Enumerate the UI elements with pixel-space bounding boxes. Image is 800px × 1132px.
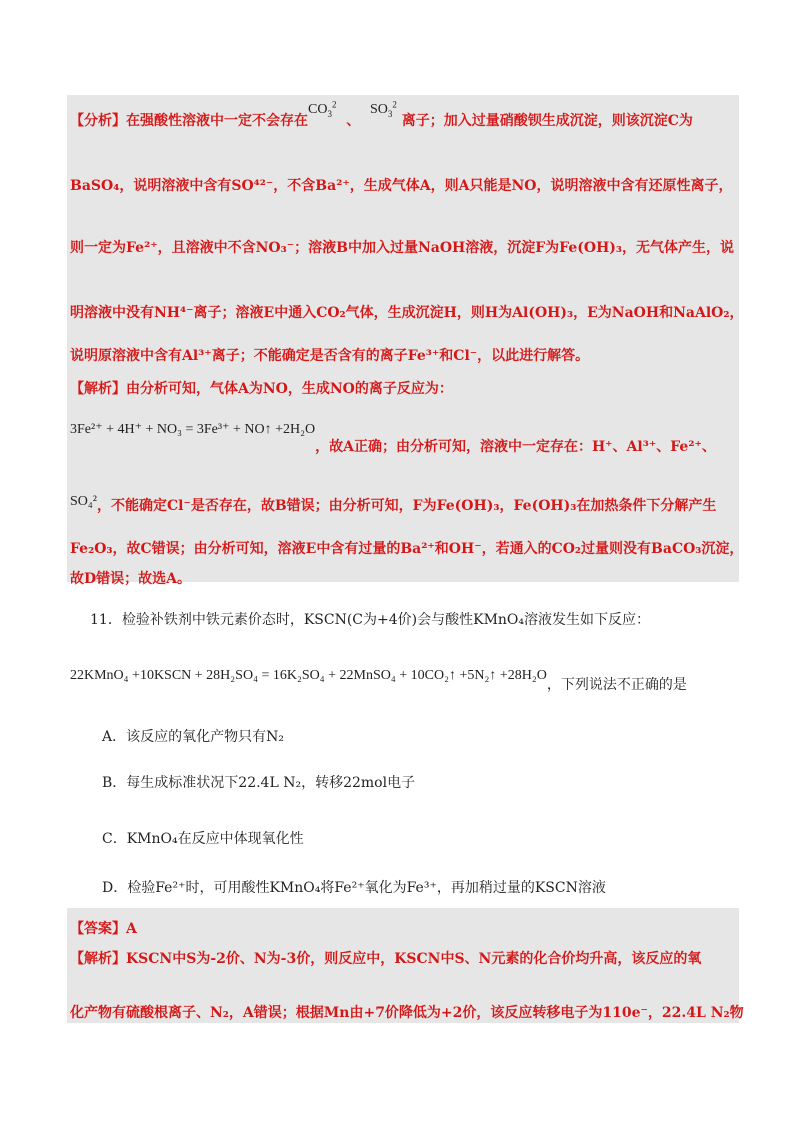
answer-text: KSCN中S为-2价、N为-3价，则反应中，KSCN中S、N元素的化合价均升高，该反应的氧 [126, 951, 702, 967]
solution-text: 由分析可知，气体A为NO，生成NO的离子反应为： [126, 381, 453, 397]
answer-label: 【答案】A [70, 921, 137, 937]
solution-text: ，故A正确；由分析可知，溶液中一定存在：H⁺、Al³⁺、Fe²⁺、 [315, 439, 716, 455]
question-stem [90, 609, 740, 629]
analysis-text: 离子；加入过量硝酸钡生成沉淀，则该沉淀C为 [401, 113, 693, 129]
option-b: B．每生成标准状况下22.4L N₂，转移22mol电子 [102, 775, 416, 791]
question-text: 检验补铁剂中铁元素价态时，KSCN(C为+4价)会与酸性KMnO₄溶液发生如下反应： [121, 612, 651, 628]
separator: 、 [346, 113, 361, 129]
ion-co3-base: CO [308, 102, 328, 117]
solution-line-2 [70, 418, 740, 455]
answer-line-1 [70, 948, 740, 968]
solution-line-5: 故D错误；故选A。 [70, 571, 192, 587]
ion-so3 [369, 99, 397, 119]
option-a: A．该反应的氧化产物只有N₂ [102, 729, 284, 745]
ionic-equation: 3Fe²⁺ + 4H⁺ + NO₃ = 3Fe³⁺ + NO↑ +2H₂O [70, 422, 316, 437]
analysis-line-1 [70, 99, 740, 131]
analysis-line-3: 则一定为Fe²⁺，且溶液中不含NO₃⁻；溶液B中加入过量NaOH溶液，沉淀F为Fe(OH)₃，无气体产生，说 [70, 240, 735, 256]
reaction-equation: 22KMnO₄ +10KSCN + 28H₂SO₄ = 16K₂SO₄ + 22MnSO₄ + 10CO₂↑ +5N₂↑ +28H₂O [70, 668, 547, 683]
answer-line-2: 化产物有硫酸根离子、N₂，A错误；根据Mn由+7价降低为+2价，该反应转移电子为110e⁻，22.4L N₂物 [70, 1005, 744, 1021]
solution-line-3 [70, 490, 740, 514]
question-text: ，下列说法不正确的是 [546, 677, 687, 693]
ion-so3-sup: 2 [392, 99, 397, 110]
answer-solution-label: 【解析】 [70, 951, 126, 967]
option-d: D．检验Fe²⁺时，可用酸性KMnO₄将Fe²⁺氧化为Fe³⁺，再加稍过量的KSCN溶液 [102, 880, 606, 896]
solution-label: 【解析】 [70, 381, 126, 397]
question-equation-line [70, 664, 740, 693]
analysis-text: 在强酸性溶液中一定不会存在 [126, 113, 308, 129]
ion-co3-sub: 3 [327, 108, 332, 119]
analysis-line-4: 明溶液中没有NH⁴⁻离子；溶液E中通入CO₂气体，生成沉淀H，则H为Al(OH)₃，E为NaOH和NaAlO₂， [70, 305, 744, 321]
ion-so3-base: SO [369, 102, 388, 117]
option-c: C．KMnO₄在反应中体现氧化性 [102, 831, 304, 847]
solution-line-1 [70, 378, 740, 398]
analysis-line-5: 说明原溶液中含有Al³⁺离子；不能确定是否含有的离子Fe³⁺和Cl⁻，以此进行解答。 [70, 348, 590, 364]
ion-so3-sub: 3 [387, 108, 393, 119]
analysis-label: 【分析】 [70, 113, 126, 129]
analysis-line-2: BaSO₄，说明溶液中含有SO⁴²⁻，不含Ba²⁺，生成气体A，则A只能是NO，说明溶液中含有还原性离子， [70, 178, 733, 194]
solution-line-4: Fe₂O₃，故C错误；由分析可知，溶液E中含有过量的Ba²⁺和OH⁻，若通入的CO₂过量则没有BaCO₃沉淀， [70, 541, 744, 557]
ion-co3 [308, 99, 337, 119]
solution-text: ，不能确定Cl⁻是否存在，故B错误；由分析可知，F为Fe(OH)₃，Fe(OH)₃在加热条件下分解产生 [96, 498, 717, 514]
ion-so4: SO₄² [70, 494, 97, 509]
ion-co3-sup: 2 [331, 99, 337, 110]
question-number: 11． [90, 612, 122, 628]
